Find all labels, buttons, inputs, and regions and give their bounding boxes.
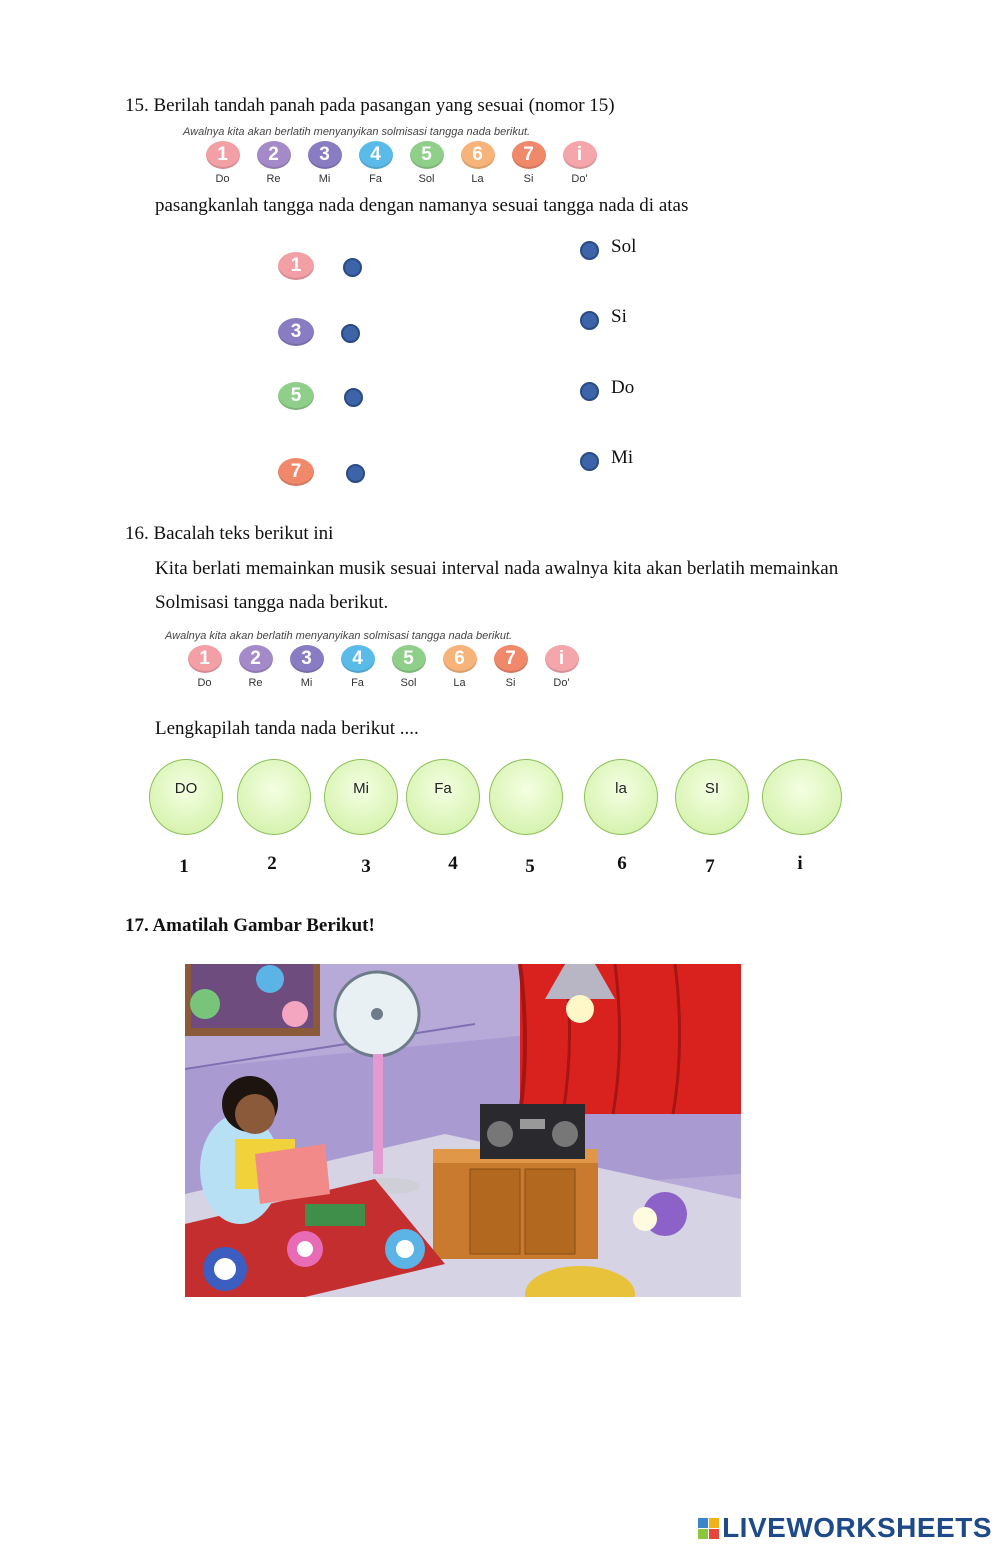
note-circle: 5 — [392, 645, 426, 673]
note-name: Do — [215, 173, 230, 185]
note-name: Mi — [300, 677, 313, 689]
note-item — [299, 141, 350, 185]
note-name: Mi — [318, 173, 331, 185]
note-answer-bubble: SI — [675, 759, 749, 835]
note-name: Si — [505, 677, 516, 689]
logo-text: LIVEWORKSHEETS — [722, 1512, 992, 1543]
note-name: Re — [248, 677, 263, 689]
q16-text-line1: Kita berlati memainkan musik sesuai interval nada awalnya kita akan berlatih memainkan — [155, 558, 839, 579]
note-number: i — [797, 853, 803, 874]
q16-text-line2: Solmisasi tangga nada berikut. — [155, 592, 389, 613]
solmisasi-caption: Awalnya kita akan berlatih menyanyikan solmisasi tangga nada berikut. — [165, 630, 513, 642]
note-item — [554, 141, 605, 185]
solmisasi-strip-2 — [165, 630, 587, 689]
note-circle: 2 — [239, 645, 273, 673]
note-item — [452, 141, 503, 185]
q17-title: 17. Amatilah Gambar Berikut! — [125, 915, 375, 936]
note-name: Fa — [351, 677, 364, 689]
note-circle: 3 — [308, 141, 342, 169]
note-circle: 2 — [257, 141, 291, 169]
match-label: Do — [611, 377, 635, 398]
solmisasi-caption: Awalnya kita akan berlatih menyanyikan solmisasi tangga nada berikut. — [183, 126, 531, 138]
q15-title: 15. Berilah tandah panah pada pasangan yang sesuai (nomor 15) — [125, 95, 615, 116]
match-dot-left[interactable] — [343, 258, 362, 277]
match-note-5: 5 — [278, 382, 314, 410]
note-name: Fa — [369, 173, 382, 185]
note-number: 5 — [525, 856, 535, 877]
note-answer-bubble: DO — [149, 759, 223, 835]
match-dot-right[interactable] — [580, 452, 599, 471]
note-circle: 5 — [410, 141, 444, 169]
note-number: 1 — [179, 856, 189, 877]
note-number: 7 — [705, 856, 715, 877]
note-number: 3 — [361, 856, 371, 877]
note-circle: 4 — [359, 141, 393, 169]
note-circle: 6 — [443, 645, 477, 673]
match-dot-right[interactable] — [580, 311, 599, 330]
note-item — [485, 645, 536, 689]
note-name: Si — [523, 173, 534, 185]
note-answer-bubble[interactable] — [489, 759, 563, 835]
note-circle: i — [563, 141, 597, 169]
q16-title: 16. Bacalah teks berikut ini — [125, 523, 334, 544]
match-note-1: 1 — [278, 252, 314, 280]
match-note-7: 7 — [278, 458, 314, 486]
room-illustration — [185, 964, 741, 1297]
note-name: Do — [197, 677, 212, 689]
note-item — [197, 141, 248, 185]
note-item — [383, 645, 434, 689]
q15-instruction: pasangkanlah tangga nada dengan namanya sesuai tangga nada di atas — [155, 195, 689, 216]
note-answer-bubble: la — [584, 759, 658, 835]
note-name: La — [453, 677, 466, 689]
note-item — [248, 141, 299, 185]
match-label: Sol — [611, 236, 637, 257]
note-circle: 7 — [494, 645, 528, 673]
note-name: Do' — [571, 173, 588, 185]
match-note-3: 3 — [278, 318, 314, 346]
note-name: La — [471, 173, 484, 185]
note-answer-bubble[interactable] — [762, 759, 842, 835]
note-circle: 3 — [290, 645, 324, 673]
note-name: Do' — [553, 677, 570, 689]
note-item — [401, 141, 452, 185]
note-item — [350, 141, 401, 185]
note-circle: 1 — [188, 645, 222, 673]
note-name: Sol — [418, 173, 435, 185]
solmisasi-strip-1 — [183, 126, 605, 185]
note-name: Re — [266, 173, 281, 185]
note-number: 2 — [267, 853, 277, 874]
note-item — [434, 645, 485, 689]
note-answer-bubble: Mi — [324, 759, 398, 835]
match-dot-right[interactable] — [580, 241, 599, 260]
match-dot-right[interactable] — [580, 382, 599, 401]
note-circle: 6 — [461, 141, 495, 169]
logo-icon — [698, 1518, 719, 1539]
liveworksheets-logo — [698, 1512, 992, 1544]
note-item — [230, 645, 281, 689]
note-answer-bubble[interactable] — [237, 759, 311, 835]
match-dot-left[interactable] — [346, 464, 365, 483]
note-item — [503, 141, 554, 185]
note-item — [179, 645, 230, 689]
note-item — [332, 645, 383, 689]
note-circle: 7 — [512, 141, 546, 169]
note-answer-bubble: Fa — [406, 759, 480, 835]
note-item — [536, 645, 587, 689]
note-circle: i — [545, 645, 579, 673]
q16-instruction: Lengkapilah tanda nada berikut .... — [155, 718, 419, 739]
match-label: Mi — [611, 447, 634, 468]
note-item — [281, 645, 332, 689]
note-number: 4 — [448, 853, 458, 874]
note-name: Sol — [400, 677, 417, 689]
note-circle: 4 — [341, 645, 375, 673]
match-dot-left[interactable] — [341, 324, 360, 343]
note-number: 6 — [617, 853, 627, 874]
match-label: Si — [611, 306, 627, 327]
match-dot-left[interactable] — [344, 388, 363, 407]
note-circle: 1 — [206, 141, 240, 169]
